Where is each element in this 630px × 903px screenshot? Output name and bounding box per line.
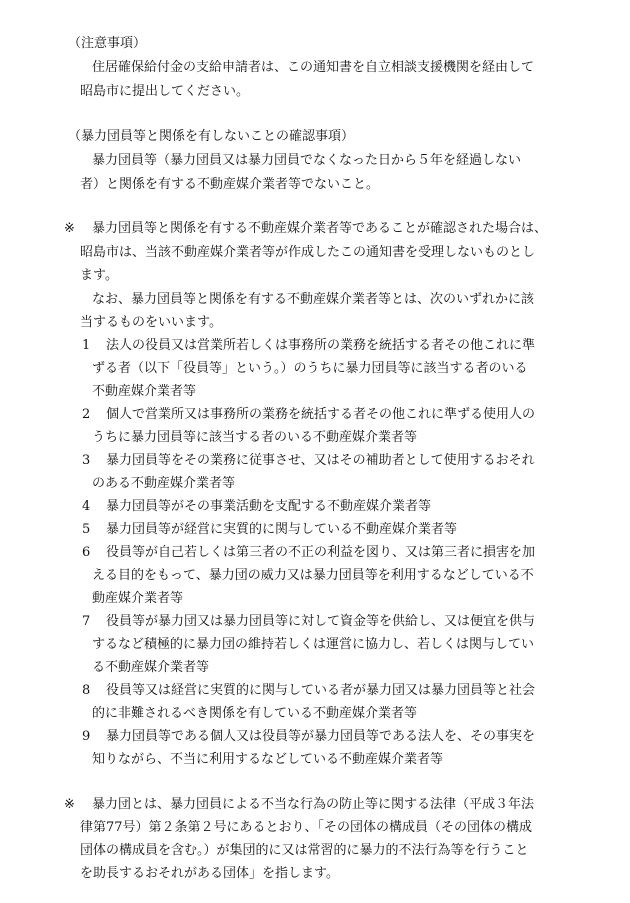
remark-line: ます。 <box>80 268 118 283</box>
item-number: 7 <box>82 614 91 629</box>
item-number: 6 <box>82 545 91 560</box>
item-number: 1 <box>82 338 91 353</box>
remark-line: 当するものをいいます。 <box>80 315 222 330</box>
notice-line: 住居確保給付金の支給申請者は、この通知書を自立相談支援機関を経由して <box>92 60 535 75</box>
item-number: 5 <box>82 522 91 537</box>
item-number: 4 <box>82 499 91 514</box>
item-line: 暴力団員等がその事業活動を支配する不動産媒介業者等 <box>106 499 432 514</box>
item-line: える目的をもって、暴力団の威力又は暴力団員等を利用するなどしている不 <box>92 568 534 583</box>
item-line: 個人で営業所又は事務所の業務を統括する者その他これに準ずる使用人の <box>106 407 536 422</box>
item-line: 的に非難されるべき関係を有している不動産媒介業者等 <box>92 706 418 721</box>
item-line: 役員等が自己若しくは第三者の不正の利益を図り、又は第三者に損害を加 <box>106 545 536 560</box>
item-number: 3 <box>82 453 91 468</box>
item-line: 暴力団員等をその業務に従事させ、又はその補助者として使用するおそれ <box>106 453 535 468</box>
item-line: 役員等又は経営に実質的に関与している者が暴力団又は暴力団員等と社会 <box>106 683 536 698</box>
remark-line: 団体の構成員を含む。）が集団的に又は常習的に暴力的不法行為等を行うこと <box>80 843 529 858</box>
remark-mark: ※ <box>64 797 75 812</box>
item-line: 役員等が暴力団又は暴力団員等に対して資金等を供給し、又は便宜を供与 <box>106 614 536 629</box>
item-line: 不動産媒介業者等 <box>92 384 197 399</box>
item-line: る不動産媒介業者等 <box>92 660 210 675</box>
remark-line: 暴力団とは、暴力団員による不当な行為の防止等に関する法律（平成３年法 <box>92 797 535 812</box>
remark-mark: ※ <box>64 221 75 236</box>
remark-line: なお、暴力団員等と関係を有する不動産媒介業者等とは、次のいずれかに該 <box>92 292 535 307</box>
remark-line: 律第77号）第２条第２号にあるとおり、「その団体の構成員（その団体の構成 <box>80 820 533 835</box>
item-line: 知りながら、不当に利用するなどしている不動産媒介業者等 <box>92 752 444 767</box>
notice-line: 昭島市に提出してください。 <box>80 84 250 99</box>
confirmation-heading: （暴力団員等と関係を有しないことの確認事項） <box>68 129 355 144</box>
confirmation-line: 暴力団員等（暴力団員又は暴力団員でなくなった日から５年を経過しない <box>92 153 522 168</box>
item-line: するなど積極的に暴力団の維持若しくは運営に協力し、若しくは関与してい <box>92 637 535 652</box>
item-line: 動産媒介業者等 <box>92 591 184 606</box>
item-line: ずる者（以下「役員等」という。）のうちに暴力団員等に該当する者のいる <box>92 361 528 376</box>
remark-line: 昭島市は、当該不動産媒介業者等が作成したこの通知書を受理しないものとし <box>80 245 536 260</box>
notice-heading: （注意事項） <box>68 36 147 51</box>
item-line: のある不動産媒介業者等 <box>92 476 236 491</box>
item-number: 2 <box>82 407 91 422</box>
item-line: 暴力団員等である個人又は役員等が暴力団員等である法人を、その事実を <box>106 729 536 744</box>
remark-line: を助長するおそれがある団体」を指します。 <box>80 866 339 881</box>
item-line: 法人の役員又は営業所若しくは事務所の業務を統括する者その他これに準 <box>106 338 536 353</box>
item-line: 暴力団員等が経営に実質的に関与している不動産媒介業者等 <box>106 522 458 537</box>
item-number: 9 <box>82 729 91 744</box>
item-line: うちに暴力団員等に該当する者のいる不動産媒介業者等 <box>92 430 418 445</box>
remark-line: 暴力団員等と関係を有する不動産媒介業者等であることが確認された場合は、 <box>92 221 548 236</box>
confirmation-line: 者）と関係を有する不動産媒介業者等でないこと。 <box>80 177 380 192</box>
item-number: 8 <box>82 683 91 698</box>
